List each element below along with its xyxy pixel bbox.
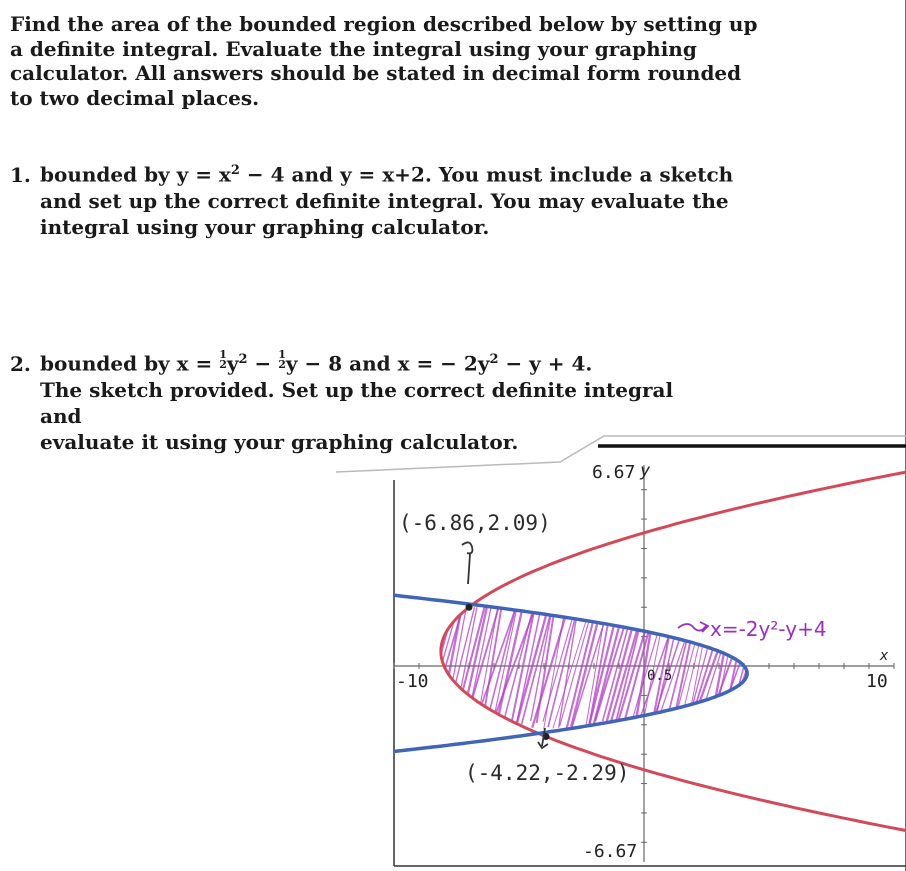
- problem-2-line-2: The sketch provided. Set up the correct definite integral and: [40, 377, 674, 428]
- problem-1-eq1-tail: − 4: [239, 162, 285, 187]
- problem-1-conj: and: [284, 162, 340, 187]
- x-axis-label: x: [880, 648, 889, 664]
- fraction-b-num: 1: [278, 347, 286, 361]
- problem-2-exp: 2: [238, 352, 248, 367]
- intersection-upper: [466, 604, 473, 611]
- y-max-label: 6.67: [592, 462, 636, 483]
- shading-stroke: [566, 594, 599, 730]
- problem-2-minus: −: [247, 351, 279, 376]
- problem-2-eq-x: x =: [176, 351, 220, 376]
- x-min-label: -10: [396, 671, 429, 692]
- instructions: Find the area of the bounded region described below by setting up a definite integral. Evaluate the integral using your graphing calculator. All answers should be stated in decimal form rounded to two decimal places.: [10, 12, 758, 110]
- upper-point-label: (-6.86,2.09): [399, 511, 551, 535]
- problem-1-line-3: integral using your graphing calculator.: [40, 214, 490, 239]
- problem-2-conj: and: [342, 351, 398, 376]
- problem-1-eq1: y = x: [176, 162, 231, 187]
- problem-1-text-a: bounded by: [40, 162, 177, 187]
- x-max-label: 10: [866, 671, 888, 692]
- problem-2-eq-b: x = − 2y: [397, 351, 490, 376]
- y-min-label: -6.67: [583, 841, 638, 862]
- shading-stroke: [687, 593, 722, 727]
- shading-stroke: [418, 595, 450, 729]
- shading-stroke: [727, 596, 763, 729]
- problem-2-text-a: bounded by: [40, 351, 177, 376]
- shading-stroke: [697, 594, 739, 729]
- problem-1-eq2: y = x+2.: [339, 162, 432, 187]
- fraction-a-num: 1: [219, 347, 227, 361]
- problem-1-text-b: You must include a sketch: [431, 162, 734, 187]
- origin-label: 0.5: [647, 668, 673, 684]
- problem-2-eq-b-exp: 2: [489, 352, 499, 367]
- problem-2-number: 2.: [10, 351, 31, 376]
- annotation-arrow: [678, 622, 708, 632]
- fraction-b-den: 2: [278, 357, 286, 371]
- problem-2-line-3: evaluate it using your graphing calculator.: [40, 429, 519, 454]
- shading-stroke: [486, 598, 518, 725]
- fraction-a-den: 2: [219, 357, 227, 371]
- lower-point-label: (-4.22,-2.29): [465, 761, 630, 785]
- shaded-region: [413, 590, 774, 730]
- y-axis-label: y: [640, 461, 651, 481]
- problem-2-y: y: [226, 351, 239, 376]
- curve-annotation: x=-2y²-y+4: [710, 617, 827, 641]
- problem-2-eq-tail: y − 8: [285, 351, 343, 376]
- problem-1-line-2: and set up the correct definite integral. You may evaluate the: [40, 188, 729, 213]
- upper-point-arrow: [462, 542, 472, 584]
- problem-1-eq1-exp: 2: [230, 163, 240, 178]
- problem-2-eq-b-tail: − y + 4.: [498, 351, 593, 376]
- problem-1-number: 1.: [10, 162, 31, 187]
